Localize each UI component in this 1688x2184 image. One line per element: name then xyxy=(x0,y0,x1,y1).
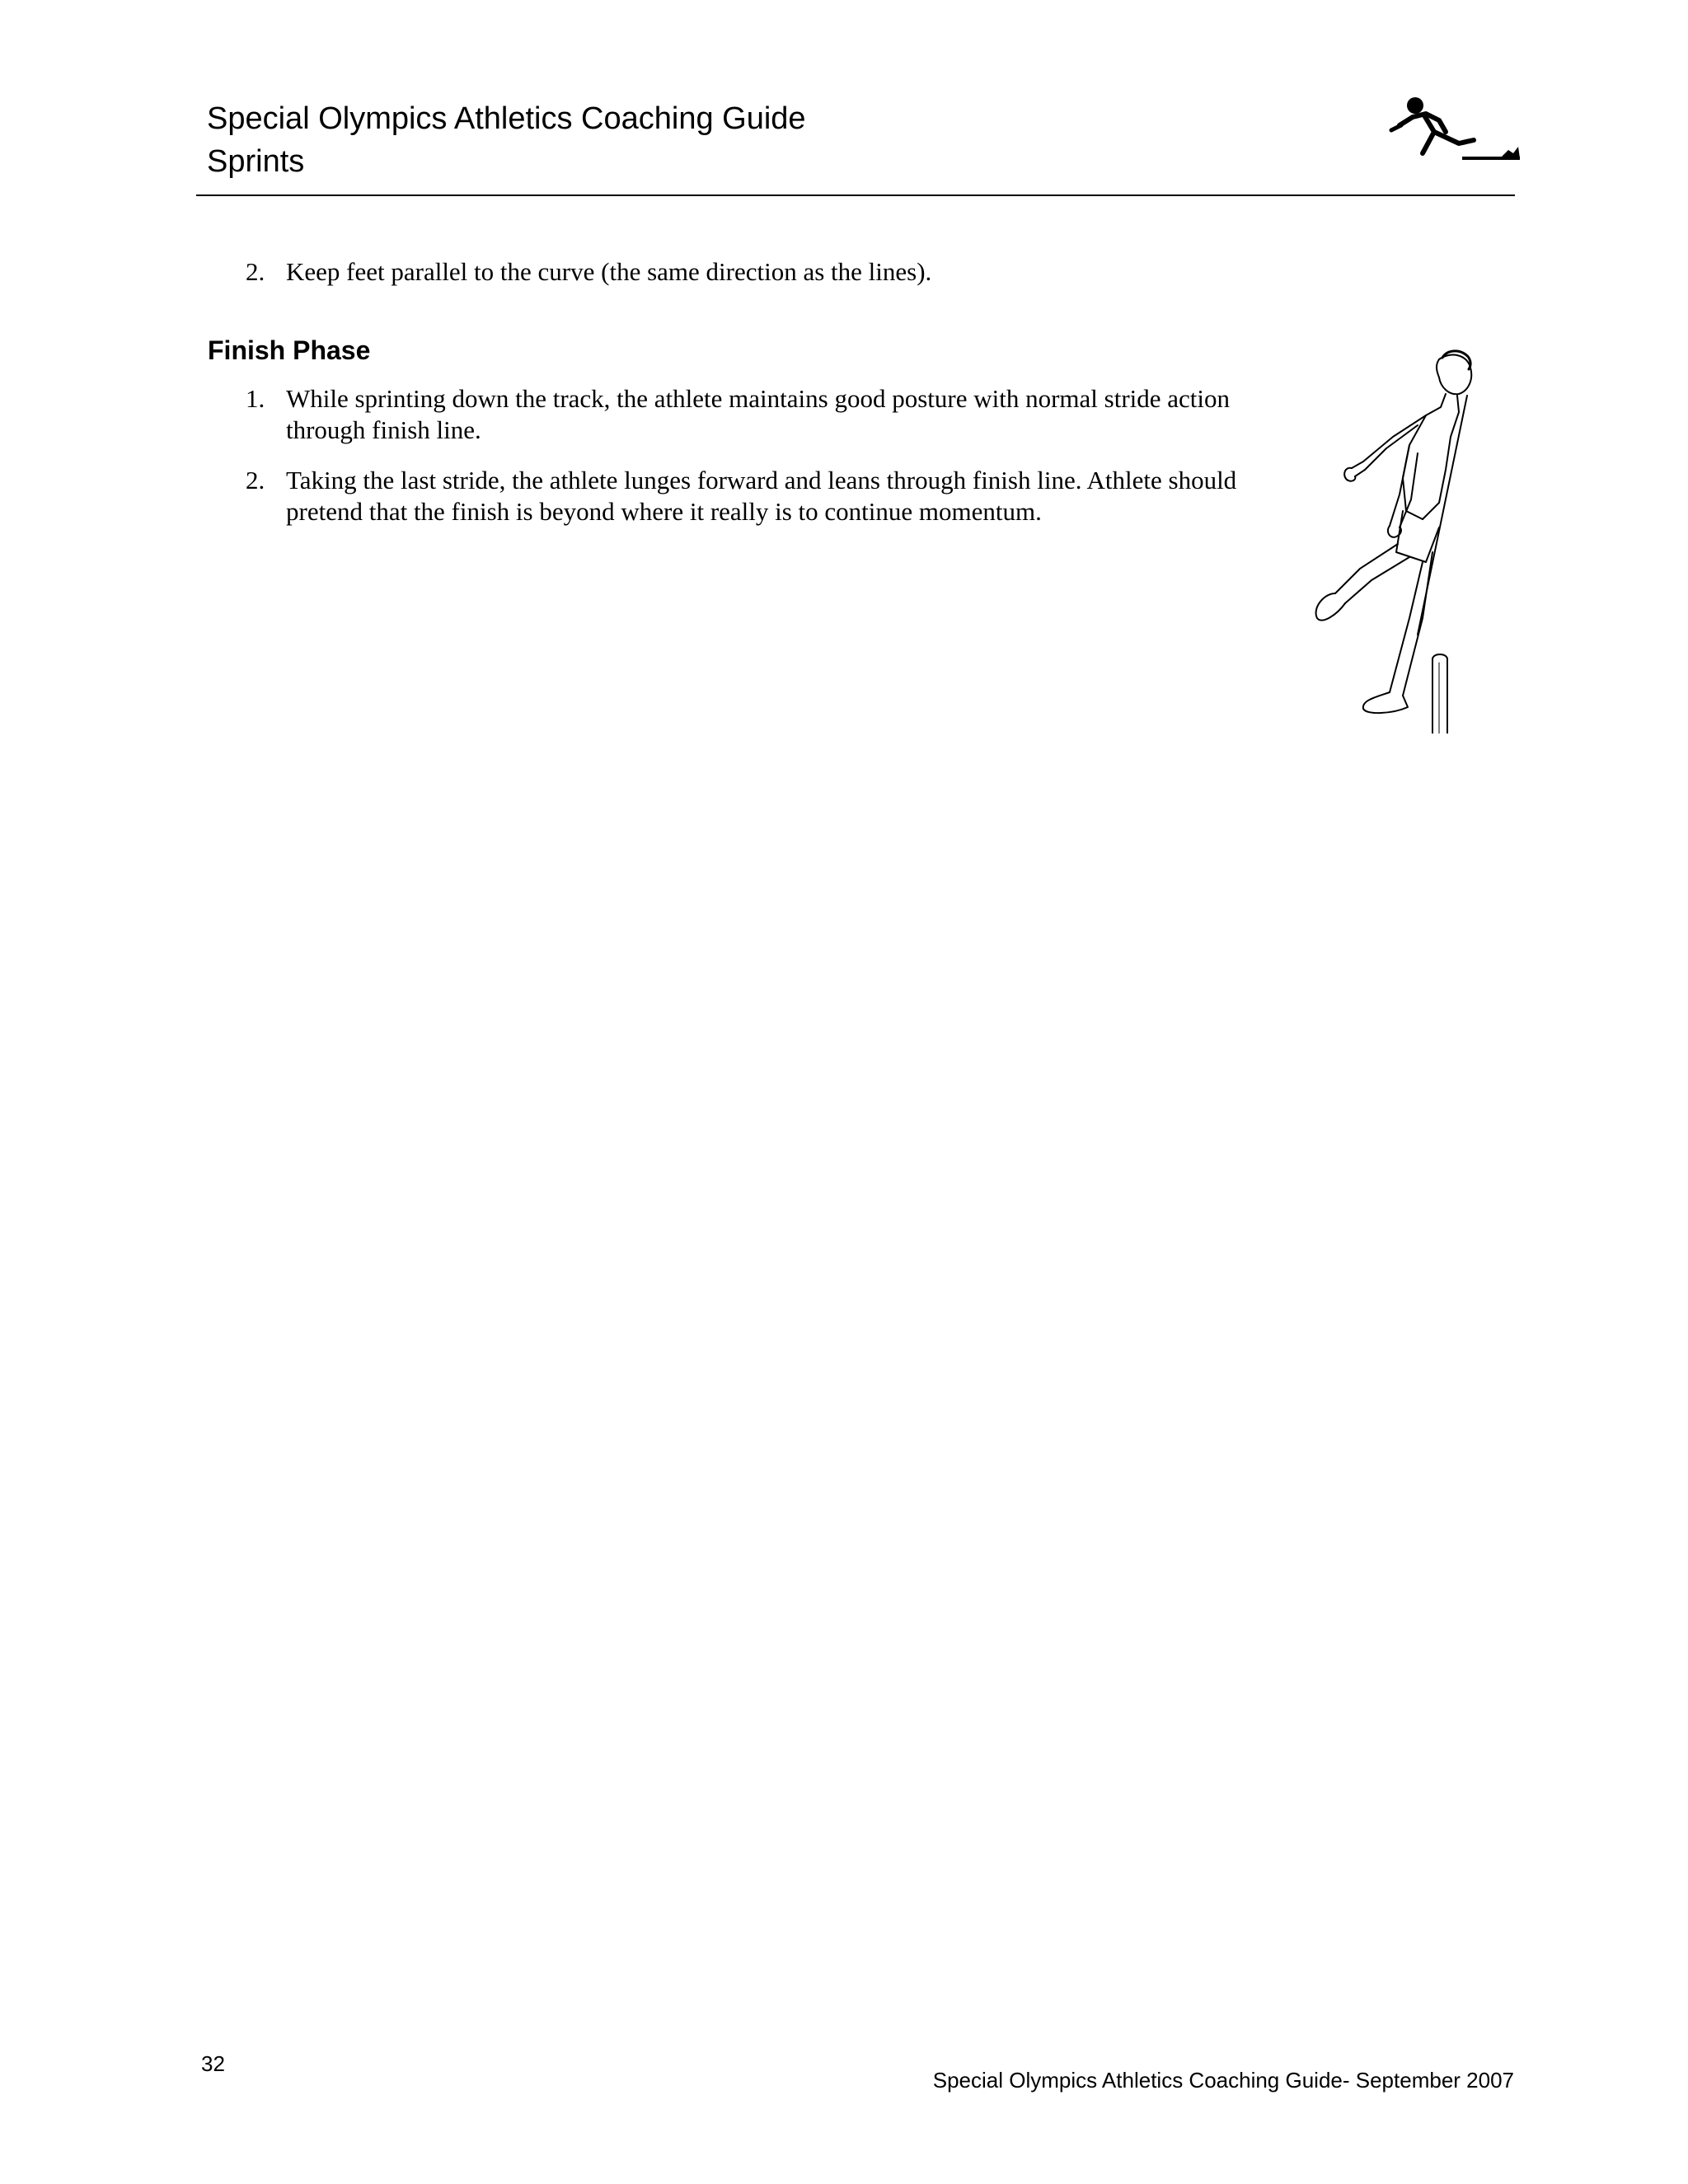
header-titles xyxy=(207,97,806,183)
athlete-leaning-through-finish-icon xyxy=(1294,346,1508,733)
list-item xyxy=(0,256,1236,288)
section-title: Sprints xyxy=(207,144,305,179)
finish-phase-list xyxy=(0,383,1236,546)
list-item-text: While sprinting down the track, the athlete maintains good posture with normal stride action through finish line. xyxy=(286,384,1231,444)
finish-phase-heading: Finish Phase xyxy=(208,335,371,365)
list-item xyxy=(0,383,1238,446)
intro-list xyxy=(0,256,1236,288)
document-title: Special Olympics Athletics Coaching Guide xyxy=(207,101,806,136)
footer-text: Special Olympics Athletics Coaching Guide- September 2007 xyxy=(932,2068,1514,2093)
sprinter-logo-icon xyxy=(1385,92,1525,166)
header-divider xyxy=(196,194,1515,196)
list-item-number: 2. xyxy=(246,466,265,494)
list-item-number: 1. xyxy=(246,384,265,413)
list-item xyxy=(0,465,1238,527)
list-item-text: Taking the last stride, the athlete lunges forward and leans through finish line. Athlete should pretend that the finish is beyond where it really is to continue momentum. xyxy=(286,466,1237,526)
list-item-text: Keep feet parallel to the curve (the same direction as the lines). xyxy=(286,257,932,286)
page-number: 32 xyxy=(201,2051,225,2076)
list-item-number: 2. xyxy=(246,257,265,286)
